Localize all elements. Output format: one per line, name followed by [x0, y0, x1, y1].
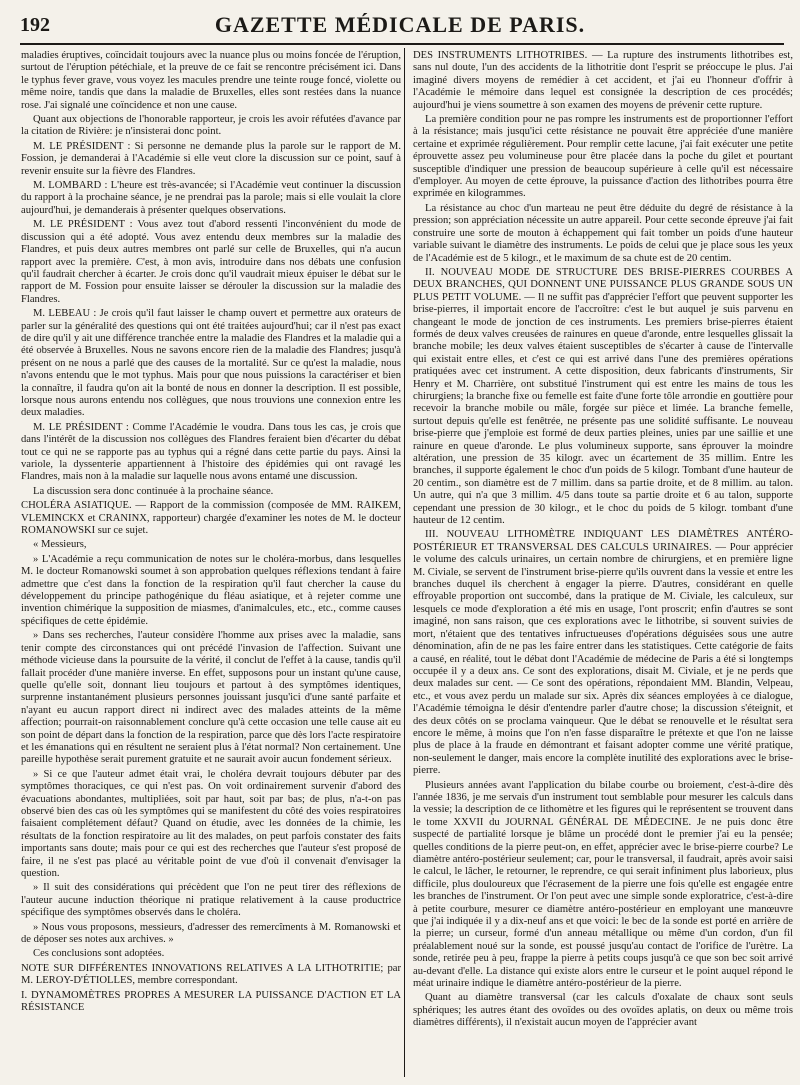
section-heading: NOTE SUR DIFFÉRENTES INNOVATIONS RELATIVES A LA LITHOTRITIE; par M. LEROY-D'ÉTIOLLES, membre correspondant.: [21, 962, 401, 987]
paragraph: Ces conclusions sont adoptées.: [33, 948, 165, 960]
paragraph: La première condition pour ne pas rompre les instruments est de proportionner l'effort à la résistance; mais jusqu'ici cette résistance ne pouvait être appréciée d'une manière certaine et exprimée régulièrement. Pour remplir cette lacune, j'ai fait exécuter une petite éprouvette assez peu volumineuse pour être placée dans la poche du gilet et pourtant susceptible d'indiquer une pression de beaucoup supérieure à celle qu'il est nécessaire d'employer. Au moyen de cette éprouve, la puissance d'action des lithotribes pourra être exprimée en kilogrammes.: [413, 114, 793, 200]
paragraph: « Messieurs,: [33, 539, 87, 551]
paragraph: III. NOUVEAU LITHOMÈTRE INDIQUANT LES DIAMÈTRES ANTÉRO-POSTÉRIEUR ET TRANSVERSAL DES CALCULS URINAIRES. — Pour apprécier le volume des calculs urinaires, un certain nombre de chirurgiens, et en première ligne M. Civiale, se servent de l'instrument brise-pierre qu'ils ouvrent dans la vessie et entre les branches duquel ils cherchent à engager la pierre. D'autres, considérant en quelle effroyable proportion ont succombé, dans la pratique de M. Civiale, les calculeux, sur lesquels ce mode d'exploration a été mis en usage, l'ont proscrit; enfin d'autres se sont imaginé, non sans raison, que ces explorations avec le lithotribe, si souvent suivies de mort, n'étaient que des tentatives infructueuses d'opérations déguisées sous une autre dénomination, afin de ne pas les faire entrer dans les statistiques. Cette catégorie de faits a causé, en réalité, tout le débat dont l'Académie de médecine de Paris a été si longtemps occupée il y a deux ans. Ce sont des explorations, disait M. Civiale, et je ne perds que deux malades sur cent. — Ce sont des opérations, répondaient MM. Blandin, Velpeau, etc., et vous avez perdu un malade sur six. Après dix séances employées à ce dialogue, l'Académie témoigna le désir d'entendre parler d'autre chose; la discussion s'éteignit, et des deux côtés on se proclama vainqueur. Que le débat se renouvelle et le résultat sera encore le même, à moins que l'on n'en fasse disparaître le prétexte et que l'on ne laisse plus de place à la fraude en démontrant et faisant adopter comme une vérité pratique, non-seulement le danger, mais encore la complète inutilité des explorations avec le brise-pierre.: [413, 529, 793, 777]
paragraph: M. LOMBARD : L'heure est très-avancée; si l'Académie veut continuer la discussion du rapport à la prochaine séance, je ne prendrai pas la parole; mais si elle voulait la clore aujourd'hui, je demanderais à présenter quelques observations.: [21, 180, 401, 216]
left-column: [21, 50, 401, 1080]
paragraph: II. NOUVEAU MODE DE STRUCTURE DES BRISE-PIERRES COURBES A DEUX BRANCHES, QUI DONNENT UNE PUISSANCE PLUS GRANDE SOUS UN PLUS PETIT VOLUME. — Il ne suffit pas d'apprécier l'effort que peuvent supporter les brise-pierres, il importait encore de l'accroître: c'est le but auquel je suis parvenu en changeant le mode de jonction de ces instruments. Les premiers brise-pierres étaient formés de deux valves creusées de rainures en queue d'aronde, entre lesquelles glissait la branche mobile; les deux valves étaient susceptibles de s'écarter à cause de l'intervalle qui existait entre elles, et c'est ce qui est arrivé dans l'une des premières opérations pratiquées avec cet instrument. A cette disposition, deux fabricants d'instruments, Sir Henry et M. Charrière, ont substitué l'instrument qui est entre les mains de tous les chirurgiens; la branche fixe ou femelle est faite d'une forte tôle arrondie en gouttière pour recevoir la branche mobile ou mâle, forgée sur pièce et limée. La branche femelle, surtout depuis qu'elle est fenêtrée, ne présente pas une solidité suffisante. Le nouveau brise-pierre que j'emploie est formé de deux parties pleines, unies par une saillie et une rainure en queue d'aronde. Le plus volumineux supporte, sans éprouver la moindre altération, une pression de 35 kilogr. avec un écartement de 35 millim. Entre les branches, il supporte également le choc d'un poids de 5 kilogr. Tombant d'une hauteur de 20 centim., son diamètre est de 7 millim. dans sa partie droite, et de 8 millim. au talon. Un autre, qui n'a que 3 millim. 4/5 dans toute sa partie droite et 6 au talon, supporte cependant une pression de 30 kilogr., et le choc du poids de 5 kilogr. tombant d'une hauteur de 12 centim.: [413, 266, 793, 527]
paragraph: Quant au diamètre transversal (car les calculs d'oxalate de chaux sont seuls sphériques; les autres étant des ovoïdes ou des ovoïdes aplatis, on deux ou même trois diamètres différents), il n'existait aucun moyen de l'apprécier avant: [413, 992, 793, 1029]
section-heading: CHOLÉRA ASIATIQUE. — Rapport de la commission (composée de MM. RAIKEM, VLEMINCKX et CRANINX, rapporteur) chargée d'examiner les notes de M. le docteur ROMANOWSKI sur ce sujet.: [21, 500, 401, 537]
paragraph: » Nous vous proposons, messieurs, d'adresser des remercîments à M. Romanowski et de déposer ses notes aux archives. »: [21, 921, 401, 946]
paragraph: M. LEBEAU : Je crois qu'il faut laisser le champ ouvert et permettre aux orateurs de parler sur la généralité des questions qui ont été traitées aujourd'hui; car il n'est pas exact de dire qu'il y ait une différence tranchée entre la maladie des Flandres et la maladie qui a été observée à Bruxelles. Nous ne savons encore rien de la maladie des Flandres; jusqu'à présent on ne nous a parlé que des causes de la mortalité. Sur ce qu'est la maladie, nous n'avons entendu que le mot typhus. Mais pour que nous puissions la caractériser et bien la connaître, il faudra qu'on ait la bonté de nous en donner la description. Il est possible, lorsque nous aurons entendu nos collègues, que nous trouvions une connexion entre les deux maladies.: [21, 308, 401, 419]
paragraph: » Dans ses recherches, l'auteur considère l'homme aux prises avec la maladie, sans tenir compte des circonstances qui ont précédé l'invasion de l'affection. Suivant une méthode vicieuse dans la poursuite de la vérité, il conclut de l'effet à la cause, tandis qu'il fallait procéder d'une manière inverse. En effet, supposons pour un instant qu'une cause, quelle qu'elle soit, donnant lieu toujours et partout à des symptômes identiques, surprenne instantanément plusieurs personnes jouissant jusqu'ici d'une santé parfaite et n'ayant eu aucun rapport direct ni indirect avec des malades atteints de la même affection; pourrait-on raisonnablement conclure qu'à cette occasion une telle cause ait eu son point de départ dans la fonction de la respiration, parce que dès lors l'acte respiratoire et les émanations qui en résultent ne seraient plus à l'état normal? Non certainement. Une pareille hypothèse serait purement gratuite et ne saurait avoir aucun fondement sérieux.: [21, 630, 401, 766]
paragraph: La discussion sera donc continuée à la prochaine séance.: [33, 485, 274, 497]
paragraph: maladies éruptives, coïncidait toujours avec la nuance plus ou moins foncée de l'éruption, surtout de l'éruption pétéchiale, et la preuve de ce fait se rencontre précisément ici. Dans le typhus fever grave, vous voyez les macules prendre une teinte rouge foncé, violette ou même noire, tandis que dans la maladie de Bruxelles, elles sont restées dans la nuance rose. J'ai signalé une coïncidence et non une cause.: [21, 50, 401, 111]
column-divider: [404, 48, 405, 1077]
paragraph: M. LE PRÉSIDENT : Comme l'Académie le voudra. Dans tous les cas, je crois que dans l'intérêt de la discussion nos collègues des Flandres feraient bien d'écarter du débat tout ce qui ne se rapporte pas au typhus qui a régné dans cette partie du pays. Ainsi la variole, la dyssenterie appartiennent à l'histoire des épidémies qui ont ravagé les Flandres, mais non à la maladie sur laquelle nous avons entamé une discussion.: [21, 421, 401, 483]
paragraph: M. LE PRÉSIDENT : Vous avez tout d'abord ressenti l'inconvénient du mode de discussion qui a été adopté. Vous avez entendu deux membres sur la maladie des Flandres, et puis deux autres membres ont parlé sur celle de Bruxelles, qui n'a aucun rapport avec la première. C'est, à mon avis, introduire dans nos débats une confusion qu'il faudrait chercher à écarter. Je crois donc qu'il vaudrait mieux épuiser le débat sur le rapport de M. Fossion pour ensuite laisser se dérouler la discussion sur la maladie des Flandres.: [21, 219, 401, 305]
page-number: 192: [20, 14, 50, 36]
header-rule: [20, 43, 784, 45]
section-heading: I. DYNAMOMÈTRES PROPRES A MESURER LA PUISSANCE D'ACTION ET LA RÉSISTANCE: [21, 989, 401, 1014]
right-column: [413, 50, 793, 1080]
paragraph: » L'Académie a reçu communication de notes sur le choléra-morbus, dans lesquelles M. le docteur Romanowski soumet à son approbation quelques réflexions tendant à faire admettre que c'est dans la fonction de la respiration qu'il faut chercher la cause du développement du principe pathogénique du fléau asiatique, et à rejeter comme une invention chimérique la supposition de miasmes, d'animalcules, etc., etc., comme causes spécifiques de cette épidémie.: [21, 553, 401, 627]
paragraph: Quant aux objections de l'honorable rapporteur, je crois les avoir réfutées d'avance par la citation de Rivière: je n'insisterai donc point.: [21, 114, 401, 138]
page-title: GAZETTE MÉDICALE DE PARIS.: [214, 12, 586, 37]
paragraph: La résistance au choc d'un marteau ne peut être déduite du degré de résistance à la pression; son appréciation nécessite un autre appareil. Pour cette seconde épreuve j'ai fait construire une sorte de mouton à échappement qui fait tomber un poids d'une hauteur variable suivant le diamètre des instruments. Le poids de celui que je place sous les yeux de l'Académie est de 5 kilogr., et le maximum de sa chute est de 20 centim.: [413, 202, 793, 264]
paragraph: » Il suit des considérations qui précèdent que l'on ne peut tirer des réflexions de l'auteur aucune induction théorique ni pratique relativement à la cause productrice spécifique des symptômes observés dans le choléra.: [21, 882, 401, 919]
paragraph: Plusieurs années avant l'application du bilabe courbe ou broiement, c'est-à-dire dès l'année 1836, je me servais d'un instrument tout semblable pour mesurer les calculs dans la vessie; la description de ce lithomètre et les figures qui le représentent se trouvent dans le tome XXVII du JOURNAL GÉNÉRAL DE MÉDECINE. Je ne puis donc être suspecté de partialité lorsque je blâme un procédé dont le premier j'ai eu la pensée; quelles conditions de la pierre peut-on, en effet, apprécier avec le brise-pierre courbe? Le diamètre antéro-postérieur seulement; car, pour le transversal, il faudrait, après avoir saisi le calcul, le lâcher, le retourner, le reprendre, ce qui serait infiniment plus laborieux, plus difficile, plus douloureux que l'écrasement de la pierre une fois qu'elle est engagée entre les branches de l'instrument. Or l'on peut avec une simple sonde exploratrice, c'est-à-dire à petite courbure, mesurer ce diamètre antéro-postérieur en employant une manœuvre que j'ai indiquée il y a dix-neuf ans et que voici: le bec de la sonde est porté en arrière de la pierre; un curseur, formé d'un anneau métallique ou même d'un cordon, d'un fil préalablement noué sur la sonde, est poussé jusqu'au contact de l'orifice de l'urètre. La sonde, retirée peu à peu, frappe la pierre à petits coups jusqu'à ce que son bec soit arrivé au-devant d'elle. La distance qui existe alors entre le curseur et le point auquel répond le méat urinaire indique le diamètre antéro-postérieur de la pierre.: [413, 779, 793, 990]
paragraph: M. LE PRÉSIDENT : Si personne ne demande plus la parole sur le rapport de M. Fossion, je demanderai à l'Académie si elle veut clore la discussion sur ce point, sauf à revenir ensuite sur la fièvre des Flandres.: [21, 140, 401, 177]
paragraph: » Si ce que l'auteur admet était vrai, le choléra devrait toujours débuter par des symptômes thoraciques, ce qui n'est pas. On voit ordinairement survenir d'abord des évacuations abondantes, multipliées, soit par haut, soit par bas; de plus, n'a-t-on pas observé bien des cas où les symptômes qui se manifestent du côté des voies respiratoires faisaient complétement défaut? Quand on étudie, avec les données de la chimie, les résultats de la fonction respiratoire au lit des malades, on peut parfois constater des faits importants sans doute; mais pour ce qui est des recherches que l'auteur s'est proposé de faire, il ne s'est pas placé au véritable point de vue d'où il convenait d'envisager la question.: [21, 768, 401, 879]
paragraph: DES INSTRUMENTS LITHOTRIBES. — La rupture des instruments lithotribes est, sans nul doute, l'un des accidents de la lithotritie dont l'esprit se préoccupe le plus. J'ai imaginé divers moyens de remédier à cet accident, et j'ai eu l'honneur d'offrir à l'Académie le mémoire dans lequel est consignée la description de ces procédés; aujourd'hui je viens soumettre à son examen des moyens de prévenir cette rupture.: [413, 50, 793, 111]
